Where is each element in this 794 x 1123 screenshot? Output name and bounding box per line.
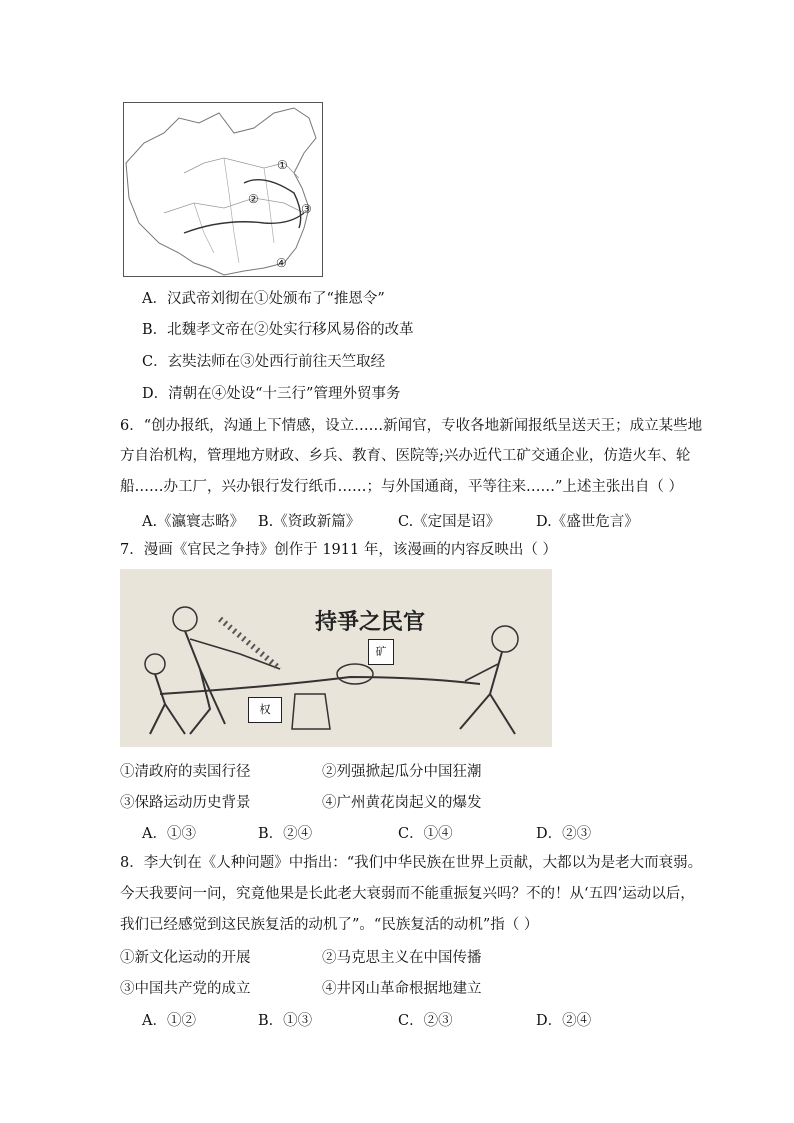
q8-option-b: B．①③ bbox=[258, 1013, 313, 1029]
q6-option-a: A.《瀛寰志略》 bbox=[142, 514, 245, 530]
cartoon-label-power: 权 bbox=[248, 697, 282, 723]
cartoon-label-mine: 矿 bbox=[368, 639, 394, 665]
q8-item-3: ③中国共产党的成立 bbox=[120, 981, 251, 997]
q6-stem-line-3: 船……办工厂，兴办银行发行纸币……；与外国通商，平等往来……”上述主张出自（ ） bbox=[120, 479, 684, 495]
q7-option-d: D．②③ bbox=[536, 826, 592, 842]
q7-item-4: ④广州黄花岗起义的爆发 bbox=[322, 795, 482, 811]
q8-item-2: ②马克思主义在中国传播 bbox=[322, 950, 482, 966]
q5-option-b: B．北魏孝文帝在②处实行移风易俗的改革 bbox=[142, 322, 414, 338]
q8-stem-line-2: 今天我要问一问，究竟他果是长此老大衰弱而不能重振复兴吗？不的！从‘五四’运动以后， bbox=[120, 886, 695, 902]
q5-option-c: C．玄奘法师在③处西行前往天竺取经 bbox=[142, 354, 386, 370]
q6-option-c: C.《定国是诏》 bbox=[398, 514, 501, 530]
q6-option-b: B.《资政新篇》 bbox=[258, 514, 361, 530]
map-marker-2: ② bbox=[248, 192, 259, 206]
map-marker-4: ④ bbox=[276, 256, 287, 270]
cartoon-title: 持爭之民官 bbox=[315, 609, 426, 635]
q8-stem-line-3: 我们已经感觉到这民族复活的动机了”。“民族复活的动机”指（ ） bbox=[120, 917, 539, 933]
q8-option-a: A．①② bbox=[142, 1013, 196, 1029]
q5-option-a: A．汉武帝刘彻在①处颁布了“推恩令” bbox=[142, 291, 385, 307]
q7-item-1: ①清政府的卖国行径 bbox=[120, 764, 251, 780]
q7-option-b: B．②④ bbox=[258, 826, 313, 842]
china-map-figure bbox=[123, 102, 323, 277]
q7-item-2: ②列强掀起瓜分中国狂潮 bbox=[322, 764, 482, 780]
q7-stem: 7．漫画《官民之争持》创作于 1911 年，该漫画的内容反映出（ ） bbox=[120, 542, 557, 558]
cartoon-figure bbox=[120, 569, 552, 747]
q6-option-d: D.《盛世危言》 bbox=[536, 514, 639, 530]
map-marker-1: ① bbox=[277, 158, 288, 172]
q5-option-d: D．清朝在④处设“十三行”管理外贸事务 bbox=[142, 386, 401, 402]
q8-stem-line-1: 8．李大钊在《人种问题》中指出：“我们中华民族在世界上贡献，大都以为是老大而衰弱。 bbox=[120, 855, 703, 871]
q6-stem-line-1: 6．“创办报纸，沟通上下情感，设立……新闻官，专收各地新闻报纸呈送天王；成立某些地 bbox=[120, 418, 703, 434]
q7-option-c: C．①④ bbox=[398, 826, 453, 842]
q7-option-a: A．①③ bbox=[142, 826, 196, 842]
cartoon-drawing bbox=[120, 569, 552, 747]
china-map-outline bbox=[124, 103, 322, 276]
q7-item-3: ③保路运动历史背景 bbox=[120, 795, 251, 811]
q6-stem-line-2: 方自治机构，管理地方财政、乡兵、教育、医院等;兴办近代工矿交通企业，仿造火车、轮 bbox=[120, 448, 691, 464]
q8-item-4: ④井冈山革命根据地建立 bbox=[322, 981, 482, 997]
map-marker-3: ③ bbox=[301, 202, 312, 216]
q8-option-d: D．②④ bbox=[536, 1013, 592, 1029]
q8-item-1: ①新文化运动的开展 bbox=[120, 950, 251, 966]
q8-option-c: C．②③ bbox=[398, 1013, 453, 1029]
